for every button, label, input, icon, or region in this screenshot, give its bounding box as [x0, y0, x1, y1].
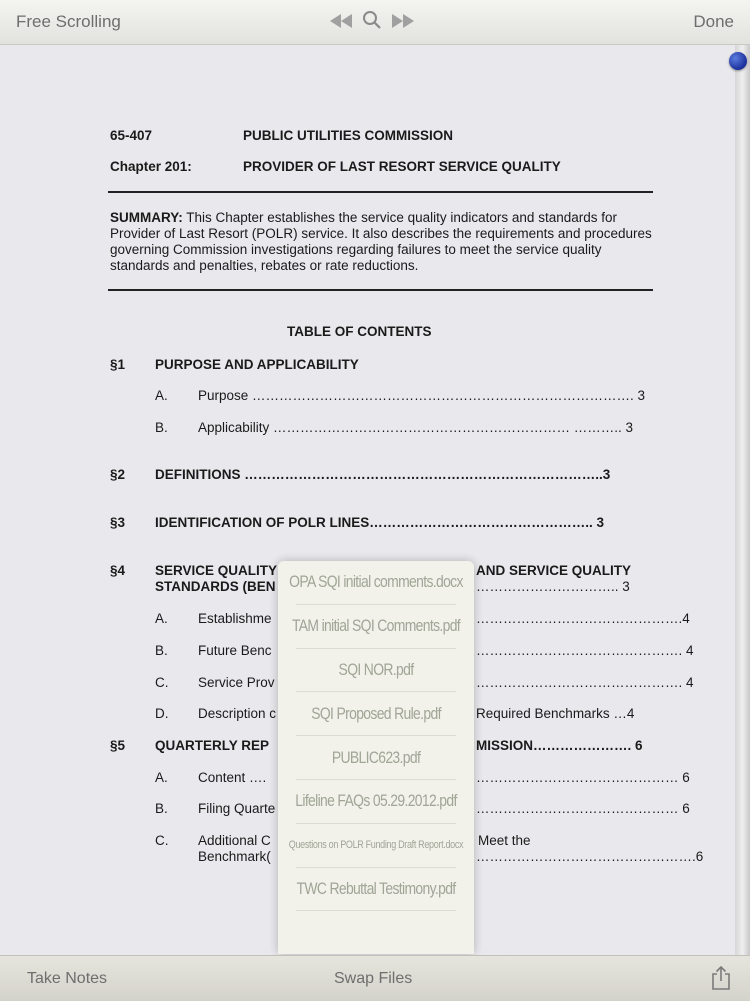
toc-section-title-line2: STANDARDS (BEN	[155, 579, 276, 594]
file-list-item[interactable]: TAM initial SQI Comments.pdf	[296, 605, 457, 649]
swap-files-popover	[278, 561, 474, 954]
toc-item: Additional C	[198, 833, 271, 848]
toc-item: Filing Quarte	[198, 801, 276, 816]
toc-item-letter: A.	[155, 611, 168, 626]
toc-item-letter: C.	[155, 833, 169, 848]
toc-section-title: PURPOSE AND APPLICABILITY	[155, 357, 359, 372]
toc-item-page: ……………………………………… 6	[476, 801, 690, 816]
toc-item-page: ……………………………………….4	[476, 611, 690, 626]
rewind-icon[interactable]	[330, 12, 352, 33]
bottom-toolbar	[0, 955, 750, 1001]
toc-item-letter: A.	[155, 770, 168, 785]
toc-item: Purpose …………………………………………………………………………. 3	[198, 388, 646, 403]
toc-item-page: ………………………………………. 4	[476, 643, 694, 658]
toc-title: TABLE OF CONTENTS	[287, 324, 432, 339]
free-scrolling-button[interactable]: Free Scrolling	[16, 12, 121, 31]
summary-paragraph	[110, 210, 655, 274]
search-icon[interactable]	[362, 10, 382, 35]
chapter-title: PROVIDER OF LAST RESORT SERVICE QUALITY	[243, 159, 561, 174]
file-list-item[interactable]: SQI NOR.pdf	[296, 649, 457, 693]
toc-item-letter: B.	[155, 801, 168, 816]
summary-label: SUMMARY:	[110, 210, 183, 225]
file-list-item[interactable]: OPA SQI initial comments.docx	[296, 561, 457, 605]
file-list-item[interactable]: Questions on POLR Funding Draft Report.docx	[296, 824, 457, 868]
toc-item-page: ………………………………………. 4	[476, 675, 694, 690]
toc-item-letter: B.	[155, 643, 168, 658]
toc-item-cont: Meet the	[478, 833, 531, 848]
chapter-label: Chapter 201:	[110, 159, 192, 174]
toc-item: Service Prov	[198, 675, 275, 690]
toc-section-title-cont: MISSION…………………. 6	[476, 738, 643, 753]
share-icon[interactable]	[710, 965, 732, 996]
take-notes-button[interactable]: Take Notes	[27, 970, 108, 987]
file-list-item[interactable]: Lifeline FAQs 05.29.2012.pdf	[296, 780, 457, 824]
toc-section-number: §5	[110, 738, 126, 753]
toc-item-page: Required Benchmarks …4	[476, 706, 635, 721]
toc-section-number: §3	[110, 515, 126, 530]
swap-files-button[interactable]: Swap Files	[334, 970, 413, 987]
file-list-item[interactable]: SQI Proposed Rule.pdf	[296, 692, 457, 736]
summary-text: This Chapter establishes the service quality indicators and standards for Provider of Last Resort (POLR) service. It also describes the requirements and procedures governing Commission investigations regarding failures to meet the service quality standards and penalties, rebates or rate reductions.	[110, 210, 652, 273]
toc-item-page: ………………………………………….6	[476, 849, 704, 864]
header-code: 65-407	[110, 128, 153, 143]
fast-forward-icon[interactable]	[392, 12, 414, 33]
toc-section-title-cont: AND SERVICE QUALITY	[476, 563, 632, 578]
toc-item-letter: D.	[155, 706, 169, 721]
top-toolbar	[0, 0, 750, 45]
toc-item-letter: B.	[155, 420, 168, 435]
toc-page-number: 3	[622, 579, 630, 594]
toc-item-page: ……………………………………… 6	[476, 770, 690, 785]
toc-item-letter: A.	[155, 388, 168, 403]
navigation-controls	[330, 10, 414, 35]
toc-section-page: ………………………….. 3	[476, 579, 630, 594]
toc-item-letter: C.	[155, 675, 169, 690]
toc-section-title: IDENTIFICATION OF POLR LINES………………………………………….. 3	[155, 515, 605, 530]
toc-section-title: SERVICE QUALITY	[155, 563, 278, 578]
toc-section-number: §1	[110, 357, 126, 372]
toc-item: Future Benc	[198, 643, 272, 658]
header-org: PUBLIC UTILITIES COMMISSION	[243, 128, 454, 143]
divider	[108, 191, 653, 193]
toc-item: Description c	[198, 706, 277, 721]
toc-item-line2: Benchmark(	[198, 849, 271, 864]
toc-item: Establishme	[198, 611, 272, 626]
done-button[interactable]: Done	[693, 12, 734, 31]
scroll-position-knob[interactable]	[729, 52, 747, 70]
toc-section-title: QUARTERLY REP	[155, 738, 270, 753]
toc-section-title: DEFINITIONS ……………………………………………………………………..3	[155, 467, 611, 482]
file-list-item[interactable]: TWC Rebuttal Testimony.pdf	[296, 868, 457, 912]
divider	[108, 289, 653, 291]
toc-item: Applicability ………………………………………………………… ……….. 3	[198, 420, 634, 435]
file-list-item[interactable]: PUBLIC623.pdf	[296, 736, 457, 780]
toc-section-number: §2	[110, 467, 126, 482]
toc-section-number: §4	[110, 563, 126, 578]
scrollbar-track[interactable]	[735, 45, 750, 955]
toc-item: Content ….	[198, 770, 267, 785]
